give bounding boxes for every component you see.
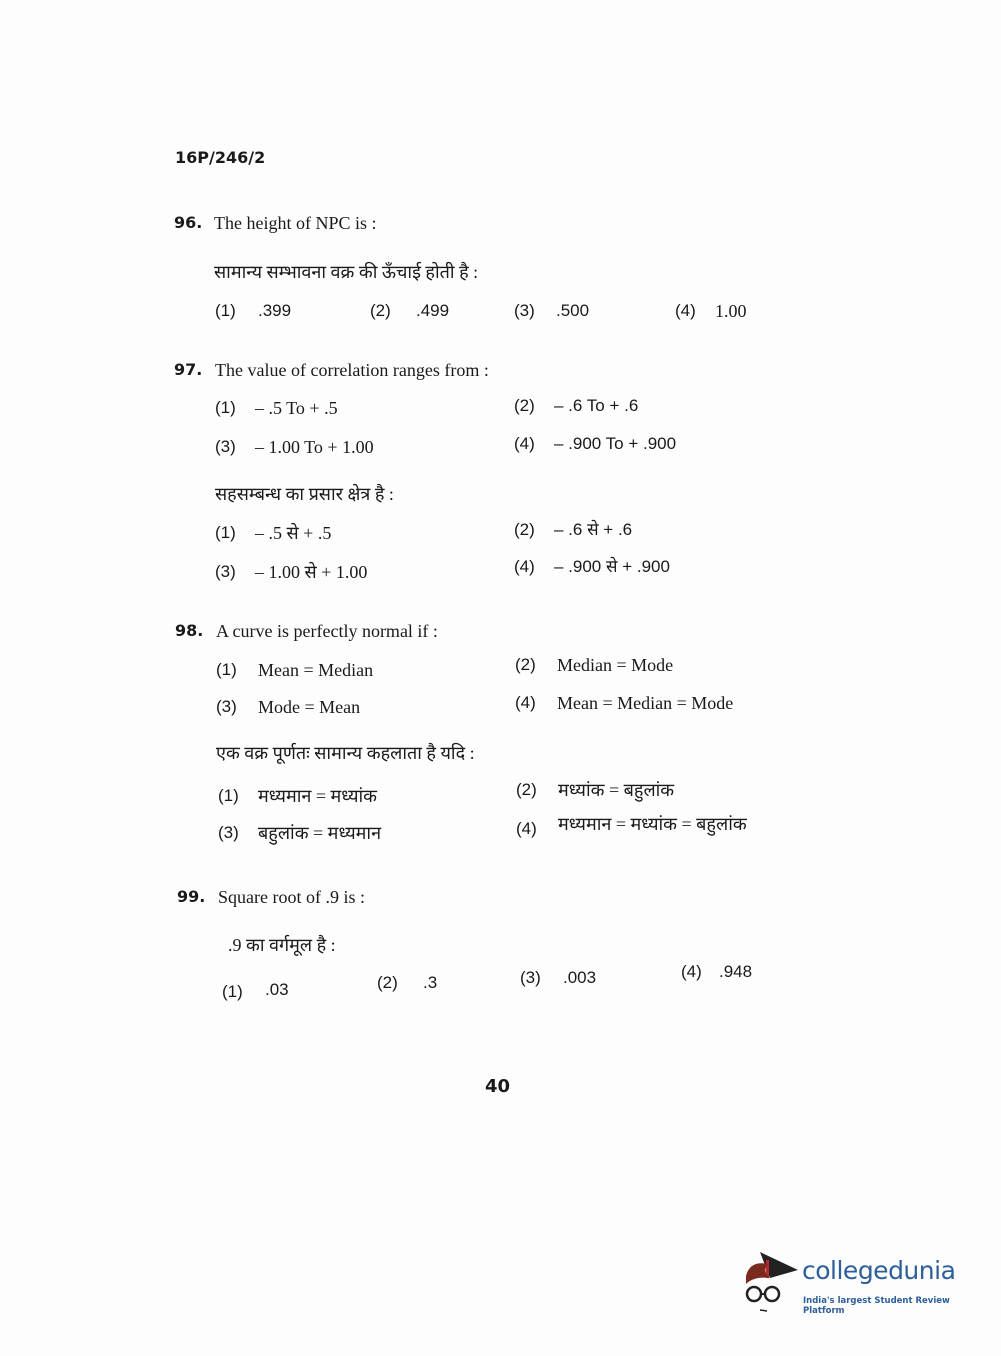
option-number: (4) (675, 301, 696, 320)
question-text-hi: सामान्य सम्भावना वक्र की ऊँचाई होती है : (214, 262, 479, 282)
option-text: Mean = Median (258, 660, 374, 680)
option-text: मध्यमान = मध्यांक (258, 786, 377, 806)
option-text: – 1.00 To + 1.00 (255, 437, 374, 457)
option-number: (2) (514, 520, 535, 539)
option-text: – 1.00 से + 1.00 (255, 562, 368, 582)
option-number: (3) (520, 968, 541, 987)
option-number: (2) (370, 301, 391, 320)
option-number: (3) (514, 301, 535, 320)
question-text-en: A curve is perfectly normal if : (216, 621, 438, 641)
option-number: (2) (514, 396, 535, 415)
option-text: मध्यांक = बहुलांक (558, 780, 675, 800)
question-text-hi: एक वक्र पूर्णतः सामान्य कहलाता है यदि : (216, 743, 475, 763)
option-number: (2) (377, 973, 398, 992)
option-text: – .6 To + .6 (554, 396, 639, 415)
option-number: (1) (218, 786, 239, 805)
question-number: 99. (177, 887, 206, 906)
question-number: 96. (174, 213, 203, 232)
option-text: Median = Mode (557, 655, 674, 675)
option-text: बहुलांक = मध्यमान (258, 823, 382, 843)
logo-tagline: India's largest Student Review Platform (803, 1296, 950, 1316)
question-text-en: The height of NPC is : (214, 213, 377, 233)
option-text: – .900 To + .900 (554, 434, 677, 453)
option-number: (1) (215, 398, 236, 417)
option-number: (2) (515, 655, 536, 674)
option-text: .500 (556, 301, 590, 320)
paper-code: 16P/246/2 (175, 148, 266, 167)
option-number: (1) (215, 523, 236, 542)
option-text: .03 (265, 980, 289, 999)
option-text: .003 (563, 968, 597, 987)
option-text: Mean = Median = Mode (557, 693, 734, 713)
option-text: – .5 से + .5 (255, 523, 332, 543)
option-number: (4) (516, 819, 537, 838)
question-text-en: Square root of .9 is : (218, 887, 365, 907)
page-number: 40 (485, 1076, 511, 1097)
question-number: 97. (174, 360, 203, 379)
option-number: (2) (516, 780, 537, 799)
collegedunia-logo (740, 1248, 970, 1316)
question-number: 98. (175, 621, 204, 640)
option-number: (3) (218, 823, 239, 842)
option-number: (1) (215, 301, 236, 320)
option-text: .948 (719, 962, 753, 981)
option-number: (1) (216, 660, 237, 679)
option-number: (3) (215, 562, 236, 581)
option-text: .499 (416, 301, 450, 320)
mascot-icon (740, 1248, 800, 1312)
option-text: .399 (258, 301, 292, 320)
option-number: (4) (681, 962, 702, 981)
option-number: (1) (222, 982, 243, 1001)
option-text: .3 (423, 973, 438, 992)
option-number: (3) (216, 697, 237, 716)
question-text-hi: .9 का वर्गमूल है : (228, 935, 336, 955)
option-text: – .5 To + .5 (255, 398, 338, 418)
question-text-en: The value of correlation ranges from : (215, 360, 489, 380)
option-number: (4) (515, 693, 536, 712)
option-text: Mode = Mean (258, 697, 361, 717)
option-number: (3) (215, 437, 236, 456)
logo-name: collegedunia (802, 1256, 956, 1285)
option-text: – .900 से + .900 (554, 557, 670, 576)
option-text: 1.00 (715, 301, 747, 321)
option-number: (4) (514, 557, 535, 576)
question-text-hi: सहसम्बन्ध का प्रसार क्षेत्र है : (215, 484, 394, 504)
option-text: मध्यमान = मध्यांक = बहुलांक (558, 814, 747, 834)
option-number: (4) (514, 434, 535, 453)
option-text: – .6 से + .6 (554, 520, 633, 539)
